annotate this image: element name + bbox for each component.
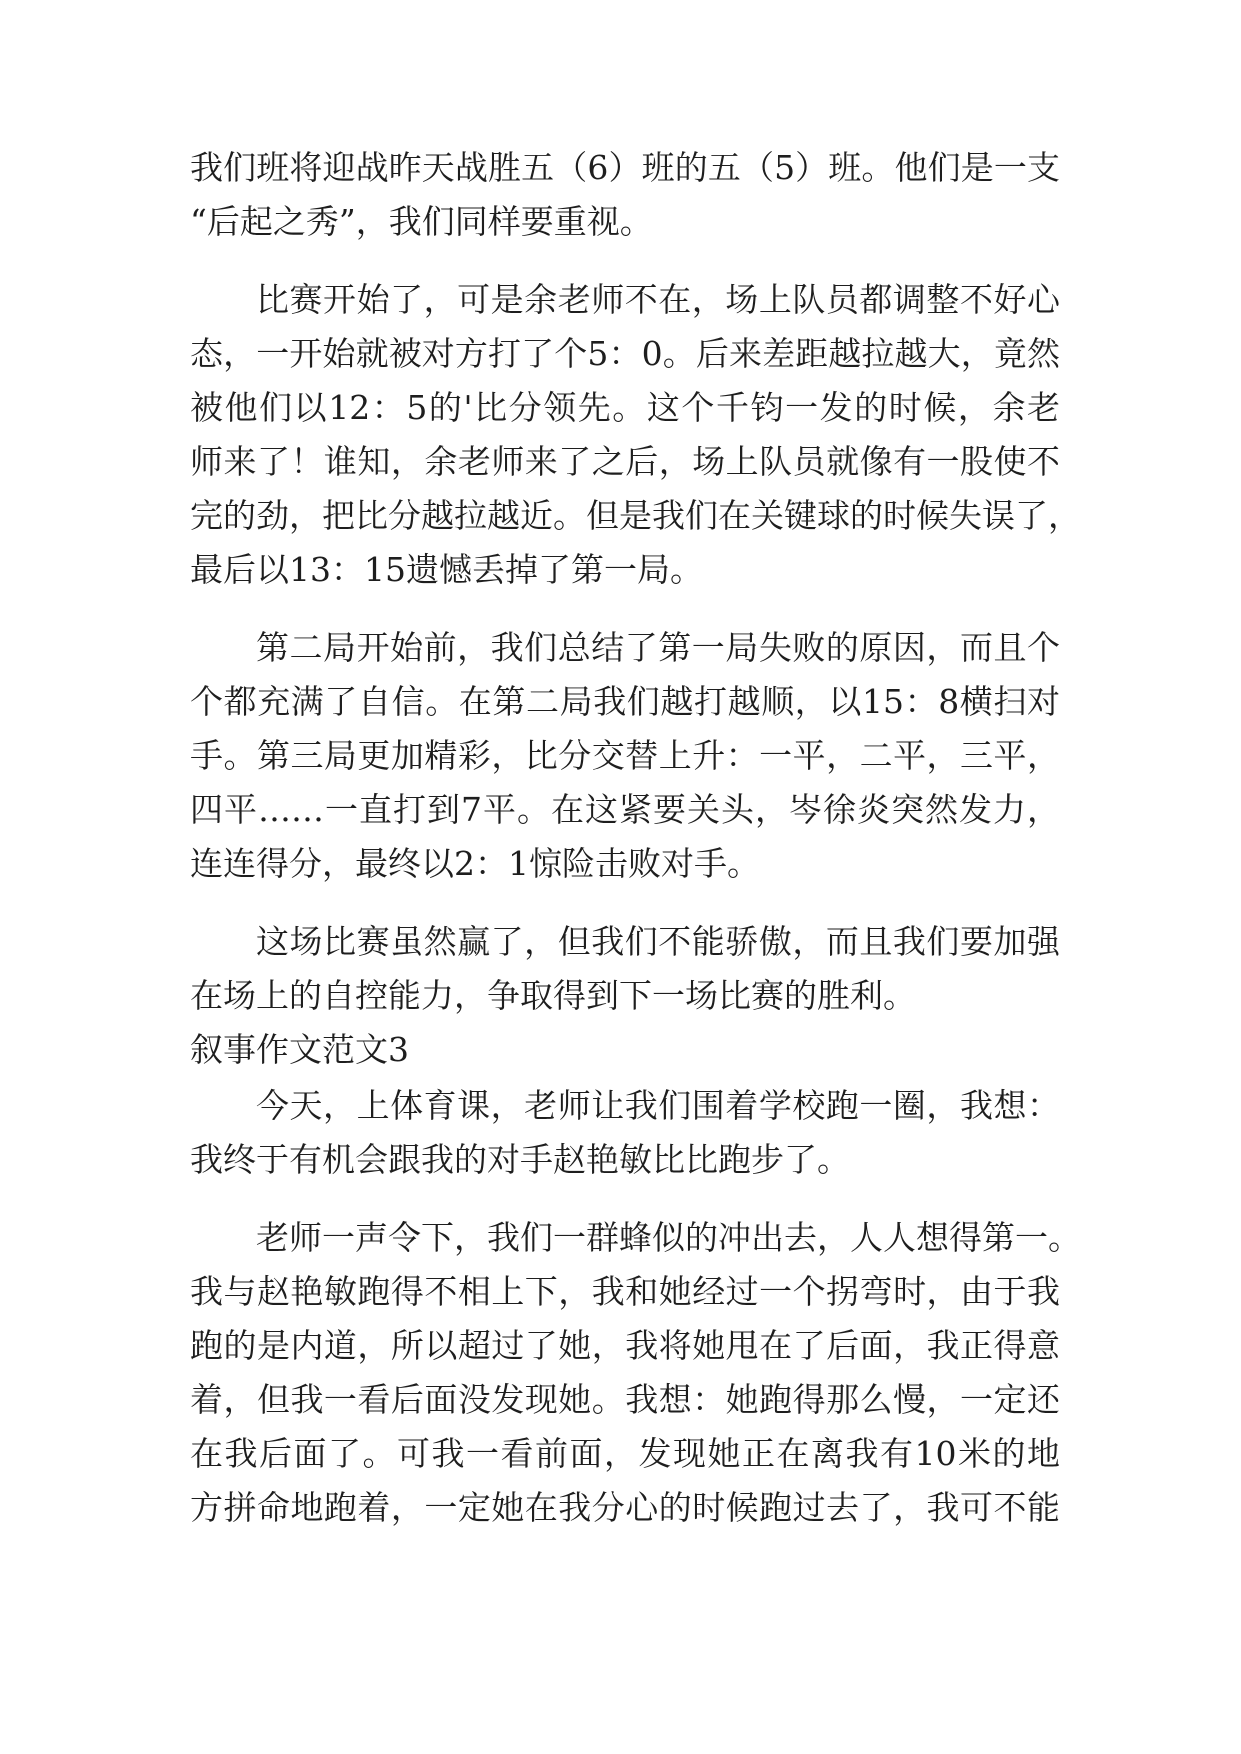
text-line: 被他们以12：5的'比分领先。这个千钧一发的时候，余老: [190, 388, 1060, 427]
text-line: 我与赵艳敏跑得不相上下，我和她经过一个拐弯时，由于我: [190, 1272, 1060, 1311]
section-heading: 叙事作文范文3: [190, 1030, 409, 1069]
text-line: 跑的是内道，所以超过了她，我将她甩在了后面，我正得意: [190, 1326, 1060, 1365]
text-line: 在场上的自控能力，争取得到下一场比赛的胜利。: [190, 976, 916, 1015]
text-line: 连连得分，最终以2：1惊险击败对手。: [190, 844, 760, 883]
text-line: 今天，上体育课，老师让我们围着学校跑一圈，我想：: [256, 1086, 1060, 1125]
text-line: 完的劲，把比分越拉越近。但是我们在关键球的时候失误了，: [190, 496, 1081, 535]
text-line: 着，但我一看后面没发现她。我想：她跑得那么慢，一定还: [190, 1380, 1060, 1419]
text-line: 我们班将迎战昨天战胜五（6）班的五（5）班。他们是一支: [190, 148, 1060, 187]
text-line: “后起之秀”，我们同样要重视。: [190, 202, 653, 241]
text-line: 我终于有机会跟我的对手赵艳敏比比跑步了。: [190, 1140, 850, 1179]
text-line: 方拼命地跑着，一定她在我分心的时候跑过去了，我可不能: [190, 1488, 1060, 1527]
text-line: 四平……一直打到7平。在这紧要关头，岑徐炎突然发力，: [190, 790, 1060, 829]
text-line: 这场比赛虽然赢了，但我们不能骄傲，而且我们要加强: [256, 922, 1060, 961]
text-line: 手。第三局更加精彩，比分交替上升：一平，二平，三平，: [190, 736, 1060, 775]
text-line: 老师一声令下，我们一群蜂似的冲出去，人人想得第一。: [256, 1218, 1081, 1257]
text-line: 最后以13：15遗憾丢掉了第一局。: [190, 550, 703, 589]
text-line: 个都充满了自信。在第二局我们越打越顺，以15：8横扫对: [190, 682, 1060, 721]
text-line: 师来了！谁知，余老师来了之后，场上队员就像有一股使不: [190, 442, 1060, 481]
text-line: 态，一开始就被对方打了个5：0。后来差距越拉越大，竟然: [190, 334, 1060, 373]
text-line: 比赛开始了，可是余老师不在，场上队员都调整不好心: [256, 280, 1060, 319]
text-line: 在我后面了。可我一看前面，发现她正在离我有10米的地: [190, 1434, 1060, 1473]
text-line: 第二局开始前，我们总结了第一局失败的原因，而且个: [256, 628, 1060, 667]
